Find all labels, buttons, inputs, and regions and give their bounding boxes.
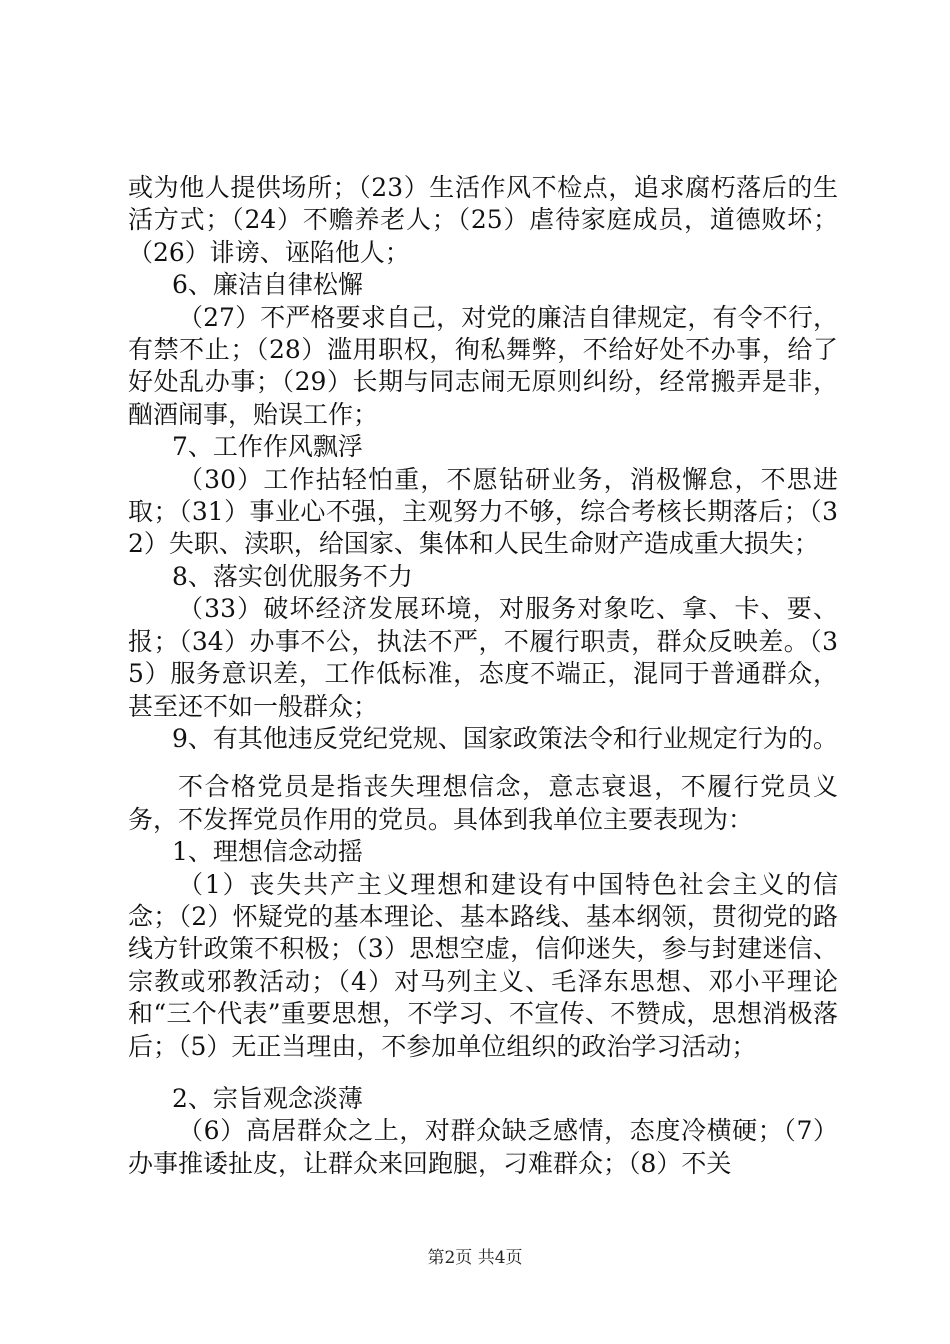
section-heading-1: 1、理想信念动摇: [172, 837, 363, 867]
paragraph-items-27-29: （27）不严格要求自己，对党的廉洁自律规定，有令不行，有禁不止；（28）滥用职权，徇私舞弊，不给好处不办事，给了好处乱办事；（29）长期与同志闹无原则纠纷，经常搬弄是非，酗酒闹事，贻误工作；: [128, 302, 838, 429]
section-heading-8: 8、落实创优服务不力: [172, 561, 413, 591]
section-heading-7: 7、工作作风飘浮: [172, 432, 363, 462]
section-heading-6: 6、廉洁自律松懈: [172, 270, 363, 300]
page-number-footer: 第2页 共4页: [427, 1248, 523, 1268]
paragraph-items-1-5: （1）丧失共产主义理想和建设有中国特色社会主义的信念；（2）怀疑党的基本理论、基本路线、基本纲领，贯彻党的路线方针政策不积极；（3）思想空虚，信仰迷失，参与封建迷信、宗教或邪教活动；（4）对马列主义、毛泽东思想、邓小平理论和“三个代表”重要思想，不学习、不宣传、不赞成，思想消极落后；（5）无正当理由，不参加单位组织的政治学习活动；: [128, 869, 838, 1061]
section-heading-2: 2、宗旨观念淡薄: [172, 1083, 363, 1113]
paragraph-items-30-32: （30）工作拈轻怕重，不愿钻研业务，消极懈怠，不思进取；（31）事业心不强，主观努力不够，综合考核长期落后；（32）失职、渎职，给国家、集体和人民生命财产造成重大损失；: [128, 464, 838, 559]
paragraph-items-33-35: （33）破坏经济发展环境，对服务对象吃、拿、卡、要、报；（34）办事不公，执法不严，不履行职责，群众反映差。（35）服务意识差，工作低标准，态度不端正，混同于普通群众，甚至还不如一般群众；: [128, 594, 838, 721]
paragraph-definition: 不合格党员是指丧失理想信念，意志衰退，不履行党员义务，不发挥党员作用的党员。具体到我单位主要表现为：: [128, 772, 838, 834]
section-heading-9: 9、有其他违反党纪党规、国家政策法令和行业规定行为的。: [172, 723, 838, 753]
paragraph-items-6-8: （6）高居群众之上，对群众缺乏感情，态度冷横硬；（7）办事推诿扯皮，让群众来回跑腿，刁难群众；（8）不关: [128, 1116, 838, 1178]
paragraph-continuation: 或为他人提供场所；（23）生活作风不检点，追求腐朽落后的生活方式；（24）不赡养老人；（25）虐待家庭成员，道德败坏；（26）诽谤、诬陷他人；: [128, 173, 838, 267]
document-body: [128, 172, 838, 1180]
